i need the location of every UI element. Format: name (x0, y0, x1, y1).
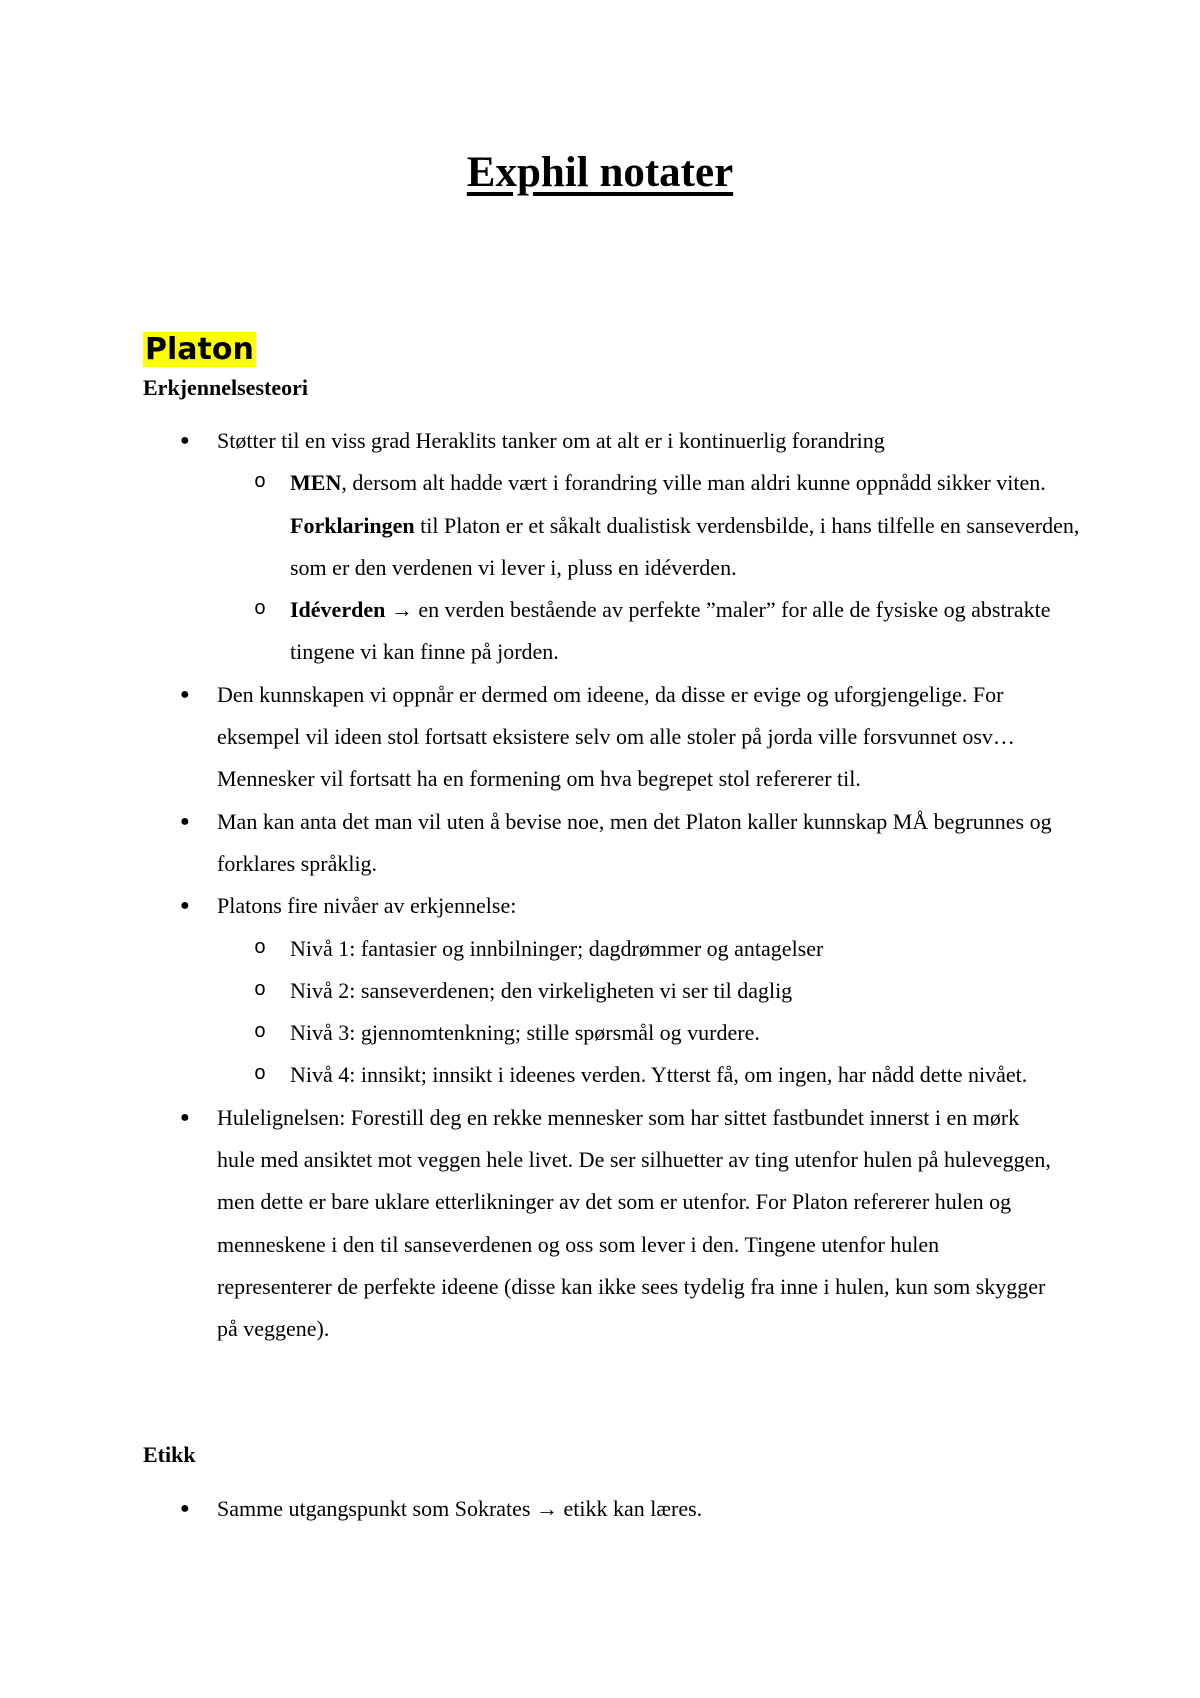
sub-list-item (254, 589, 1080, 674)
list-item (0, 885, 1057, 1096)
bold-text: Forklaringen (290, 512, 415, 538)
sub-bullet-icon: o (254, 1021, 267, 1045)
arrow-icon: → (390, 597, 413, 623)
sub-list-item (254, 1054, 1080, 1096)
bullet-icon: ● (180, 1108, 190, 1126)
section-heading-platon (143, 330, 256, 370)
list-item-text: Nivå 2: sanseverdenen; den virkeligheten vi ser til daglig (290, 977, 793, 1003)
erkjennelsesteori-content (0, 420, 1200, 1351)
sub-bullet-icon: o (254, 1063, 267, 1087)
bold-text: MEN (290, 470, 342, 496)
list-item (0, 674, 1057, 801)
sub-bullet-icon: o (254, 936, 267, 960)
sub-list-item (254, 928, 1080, 970)
list-item-text: etikk kan læres. (557, 1496, 703, 1521)
highlighted-heading-text: Platon (145, 332, 254, 367)
list-item-text: Samme utgangspunkt som Sokrates (217, 1496, 536, 1521)
sub-bullet-list (217, 462, 1080, 673)
bullet-icon: ● (180, 812, 190, 830)
list-item-text: Platons fire nivåer av erkjennelse: (217, 893, 517, 919)
sub-bullet-icon: o (254, 471, 267, 495)
list-item-text: Nivå 1: fantasier og innbilninger; dagdrømmer og antagelser (290, 935, 824, 961)
bullet-icon: ● (180, 685, 190, 703)
sub-bullet-list (217, 928, 1057, 1097)
list-item-text: Nivå 4: innsikt; innsikt i ideenes verden. Ytterst få, om ingen, har nådd dette nivået. (290, 1062, 1028, 1088)
list-item-text: Nivå 3: gjennomtenkning; stille spørsmål og vurdere. (290, 1020, 760, 1046)
subheading-etikk: Etikk (143, 1442, 196, 1467)
arrow-icon: → (535, 1496, 558, 1521)
sub-bullet-icon: o (254, 978, 267, 1002)
bullet-list (0, 1488, 1200, 1530)
sub-list-item (254, 1012, 1080, 1054)
document-title: Exphil notater (466, 149, 734, 196)
list-item (0, 801, 1057, 886)
list-item-text: Støtter til en viss grad Heraklits tanker om at alt er i kontinuerlig forandring (217, 428, 885, 453)
list-item (0, 1097, 1057, 1351)
list-item-text: til Platon er et såkalt dualistisk verdensbilde, i hans tilfelle en sanseverden, som er den verdenen vi lever i, pluss en idéverden. (290, 512, 1080, 580)
list-item-text: Hulelignelsen: Forestill deg en rekke mennesker som har sittet fastbundet innerst i en mørk hule med ansiktet mot veggen hele livet. De ser silhuetter av ting utenfor hulen på huleveggen, men dette er bare uklare etterlikninger av det som er utenfor. For Platon refererer hulen og menneskene i den til sanseverdenen og oss som lever i den. Tingene utenfor hulen representerer de perfekte ideene (disse kan ikke sees tydelig fra inne i hulen, kun som skygger på veggene). (217, 1104, 1051, 1342)
bullet-icon: ● (180, 897, 190, 915)
sub-bullet-icon: o (254, 598, 267, 622)
subheading-erkjennelsesteori: Erkjennelsesteori (143, 375, 308, 400)
sub-list-item (254, 970, 1080, 1012)
bullet-list (0, 420, 1200, 1351)
list-item-text: Den kunnskapen vi oppnår er dermed om ideene, da disse er evige og uforgjengelige. For eksempel vil ideen stol fortsatt eksistere selv om alle stoler på jorda ville forsvunnet osv… Mennesker vil fortsatt ha en formening om hva begrepet stol refererer til. (217, 681, 1015, 792)
list-item-text: Man kan anta det man vil uten å bevise noe, men det Platon kaller kunnskap MÅ begrunnes og forklares språklig. (217, 808, 1052, 876)
list-item (0, 1488, 1057, 1530)
bullet-icon: ● (180, 1500, 190, 1517)
etikk-content (0, 1488, 1200, 1530)
bold-text: Idéverden (290, 597, 386, 623)
sub-list-item (254, 462, 1080, 589)
list-item-text: en verden bestående av perfekte ”maler” for alle de fysiske og abstrakte tingene vi kan finne på jorden. (290, 597, 1051, 665)
list-item-text: , dersom alt hadde vært i forandring ville man aldri kunne oppnådd sikker viten. (341, 470, 1046, 496)
bullet-icon: ● (180, 432, 190, 449)
list-item (0, 420, 1080, 674)
